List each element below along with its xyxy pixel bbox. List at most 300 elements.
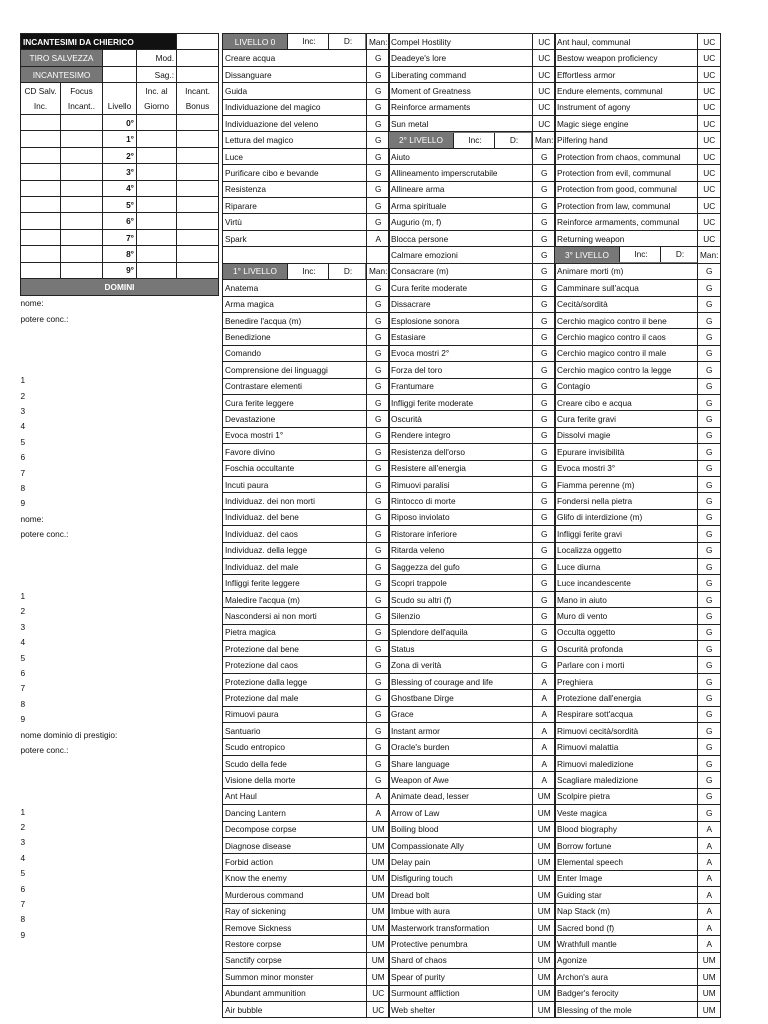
spell-row[interactable] — [555, 772, 721, 788]
spell-row[interactable] — [555, 739, 721, 755]
spell-name: Dancing Lantern — [223, 805, 367, 821]
spell-row[interactable] — [389, 411, 556, 427]
spell-row[interactable] — [223, 969, 390, 985]
focus-cell[interactable] — [61, 131, 103, 147]
spell-row[interactable] — [555, 542, 721, 558]
spell-row[interactable] — [555, 837, 721, 853]
domain-spell-field[interactable] — [61, 434, 219, 449]
domain-spell-field[interactable] — [61, 496, 219, 511]
spell-row[interactable] — [223, 575, 390, 591]
spell-row[interactable] — [223, 116, 390, 132]
domain-power-line-2[interactable] — [21, 342, 219, 357]
spell-row[interactable] — [223, 591, 390, 607]
spell-row[interactable] — [389, 821, 556, 837]
bonus-cell[interactable] — [177, 180, 219, 196]
spell-row[interactable] — [555, 493, 721, 509]
domain-name-label: nome: — [20, 298, 44, 309]
spell-row[interactable] — [555, 99, 721, 115]
cd-cell[interactable] — [21, 115, 61, 131]
spell-row[interactable] — [389, 280, 556, 296]
spell-row[interactable] — [389, 641, 556, 657]
domain-spell-field[interactable] — [61, 480, 219, 495]
domain-name-label-field[interactable] — [103, 295, 219, 311]
spell-row[interactable] — [223, 542, 390, 558]
domain-power-line-3[interactable] — [21, 573, 219, 588]
cd-cell[interactable] — [21, 131, 61, 147]
spell-row[interactable] — [389, 312, 556, 328]
spell-source-code: G — [367, 132, 390, 148]
spell-name: Sacred bond (f) — [555, 919, 698, 935]
spell-row[interactable] — [389, 591, 556, 607]
domain-power-label-field[interactable] — [103, 527, 219, 542]
spell-row[interactable] — [555, 116, 721, 132]
spell-row[interactable] — [555, 50, 721, 66]
spell-row[interactable] — [389, 903, 556, 919]
spell-row[interactable] — [389, 198, 556, 214]
spell-row[interactable] — [389, 165, 556, 181]
domain-power-line-2-row — [21, 342, 219, 357]
bonus-cell[interactable] — [177, 262, 219, 278]
domain-spell-field[interactable] — [61, 896, 219, 911]
focus-cell[interactable] — [61, 197, 103, 213]
spell-level-row — [21, 229, 219, 245]
spell-row[interactable] — [223, 821, 390, 837]
domain-spell-field[interactable] — [61, 681, 219, 696]
bonus-cell[interactable] — [177, 229, 219, 245]
spell-row[interactable] — [389, 805, 556, 821]
spell-row[interactable] — [223, 805, 390, 821]
per-day-cell[interactable] — [137, 213, 177, 229]
bonus-cell[interactable] — [177, 131, 219, 147]
spell-row[interactable] — [389, 66, 556, 82]
spell-row[interactable] — [389, 575, 556, 591]
spell-row[interactable] — [389, 460, 556, 476]
spell-row[interactable] — [389, 50, 556, 66]
spell-row[interactable] — [389, 394, 556, 410]
cd-cell[interactable] — [21, 229, 61, 245]
spell-row[interactable] — [389, 427, 556, 443]
spell-row[interactable] — [223, 706, 390, 722]
spell-name: Returning weapon — [555, 230, 698, 246]
spell-row[interactable] — [389, 378, 556, 394]
per-day-cell[interactable] — [137, 180, 177, 196]
spell-source-code: G — [533, 460, 556, 476]
spell-row[interactable] — [555, 509, 721, 525]
domain-power-label-row — [21, 742, 219, 757]
spell-row[interactable] — [555, 706, 721, 722]
d-label: D: — [660, 247, 697, 262]
spell-row[interactable] — [223, 427, 390, 443]
spell-row[interactable] — [223, 99, 390, 115]
spell-row[interactable] — [555, 887, 721, 903]
domain-power-line-1[interactable] — [21, 542, 219, 557]
spell-row[interactable] — [223, 280, 390, 296]
domain-power-line-1[interactable] — [21, 758, 219, 773]
focus-cell[interactable] — [61, 262, 103, 278]
spell-source-code: G — [533, 559, 556, 575]
spell-row[interactable] — [389, 739, 556, 755]
spell-row[interactable] — [223, 690, 390, 706]
spell-row[interactable] — [223, 673, 390, 689]
spell-row[interactable] — [389, 755, 556, 771]
spell-row[interactable] — [223, 985, 390, 1001]
per-day-cell[interactable] — [137, 147, 177, 163]
spell-row[interactable] — [223, 214, 390, 230]
spell-row[interactable] — [389, 919, 556, 935]
spell-name: Decompose corpse — [223, 821, 367, 837]
cd-cell[interactable] — [21, 197, 61, 213]
spell-row[interactable] — [223, 362, 390, 378]
spell-name: Protection from law, communal — [555, 198, 698, 214]
col-header-inc-giorno: Inc. al — [137, 83, 177, 99]
spell-name: Cura ferite leggere — [223, 394, 367, 410]
spell-row[interactable] — [555, 34, 721, 50]
spell-row[interactable] — [223, 50, 390, 66]
domain-level-number: 1 — [20, 806, 26, 817]
spell-row[interactable] — [555, 575, 721, 591]
mod-value[interactable] — [177, 50, 219, 66]
spell-row[interactable] — [389, 788, 556, 804]
spell-row[interactable] — [389, 444, 556, 460]
spell-row[interactable] — [389, 723, 556, 739]
bonus-cell[interactable] — [177, 213, 219, 229]
spell-row[interactable] — [389, 772, 556, 788]
spell-name: Riposo inviolato — [389, 509, 533, 525]
level-label: 5° — [103, 197, 137, 213]
domain-spell-field[interactable] — [61, 927, 219, 942]
spell-row[interactable] — [223, 312, 390, 328]
spell-row[interactable] — [389, 493, 556, 509]
spell-name: Rendere integro — [389, 427, 533, 443]
spell-row[interactable] — [555, 476, 721, 492]
spell-row[interactable] — [555, 919, 721, 935]
spell-row[interactable] — [555, 854, 721, 870]
domain-spell-field[interactable] — [61, 403, 219, 418]
domain-spell-field[interactable] — [61, 881, 219, 896]
bonus-cell[interactable] — [177, 197, 219, 213]
spell-row[interactable] — [223, 772, 390, 788]
spell-row[interactable] — [223, 870, 390, 886]
domain-spell-field[interactable] — [61, 588, 219, 603]
spell-row[interactable] — [555, 805, 721, 821]
spell-row[interactable] — [389, 247, 556, 263]
cd-cell[interactable] — [21, 180, 61, 196]
spell-row[interactable] — [555, 444, 721, 460]
domain-spell-field[interactable] — [61, 835, 219, 850]
spell-row[interactable] — [555, 755, 721, 771]
per-day-cell[interactable] — [137, 246, 177, 262]
spell-row[interactable] — [223, 378, 390, 394]
bonus-cell[interactable] — [177, 147, 219, 163]
spell-row[interactable] — [223, 526, 390, 542]
spell-row[interactable] — [389, 608, 556, 624]
domain-power-line-2[interactable] — [21, 773, 219, 788]
domain-power-line-1-row — [21, 758, 219, 773]
spell-row[interactable] — [555, 362, 721, 378]
spell-row[interactable] — [555, 83, 721, 99]
spell-row[interactable] — [555, 903, 721, 919]
spell-row[interactable] — [555, 690, 721, 706]
spell-row[interactable] — [389, 296, 556, 312]
spell-row[interactable] — [389, 116, 556, 132]
bonus-cell[interactable] — [177, 246, 219, 262]
spell-row[interactable] — [555, 66, 721, 82]
spell-row[interactable] — [223, 493, 390, 509]
spell-name: Devastazione — [223, 411, 367, 427]
spell-row[interactable] — [555, 969, 721, 985]
per-day-cell[interactable] — [137, 131, 177, 147]
spell-row[interactable] — [223, 755, 390, 771]
spell-row[interactable] — [223, 624, 390, 640]
bonus-cell[interactable] — [177, 115, 219, 131]
spell-row[interactable] — [389, 99, 556, 115]
spell-row[interactable] — [555, 345, 721, 361]
spell-row[interactable] — [389, 870, 556, 886]
spell-row[interactable] — [555, 263, 721, 279]
spell-row[interactable] — [389, 985, 556, 1001]
spell-row[interactable] — [389, 936, 556, 952]
domain-spell-field[interactable] — [61, 711, 219, 726]
per-day-cell[interactable] — [137, 115, 177, 131]
spell-row[interactable] — [223, 919, 390, 935]
spell-source-code: G — [698, 526, 721, 542]
spell-row[interactable] — [223, 198, 390, 214]
domain-level-number: 1 — [20, 590, 26, 601]
spell-row[interactable] — [389, 887, 556, 903]
focus-cell[interactable] — [61, 147, 103, 163]
spell-row[interactable] — [223, 66, 390, 82]
domain-spell-field[interactable] — [61, 850, 219, 865]
spell-row[interactable] — [555, 673, 721, 689]
spell-row[interactable] — [223, 1001, 390, 1017]
spell-name: Individuaz. dei non morti — [223, 493, 367, 509]
spell-row[interactable] — [223, 903, 390, 919]
spell-row[interactable] — [555, 608, 721, 624]
spell-row[interactable] — [223, 394, 390, 410]
spell-row[interactable] — [555, 329, 721, 345]
domain-spell-field[interactable] — [61, 619, 219, 634]
domain-spell-field[interactable] — [61, 419, 219, 434]
domain-name-label-field[interactable] — [103, 511, 219, 526]
spell-row[interactable] — [389, 148, 556, 164]
cd-cell[interactable] — [21, 164, 61, 180]
spell-row[interactable] — [555, 1001, 721, 1017]
domain-power-label-field[interactable] — [103, 311, 219, 326]
spell-row[interactable] — [223, 788, 390, 804]
tiro-salvezza-value[interactable] — [103, 50, 137, 66]
spell-row[interactable] — [223, 411, 390, 427]
domain-power-line-2[interactable] — [21, 557, 219, 572]
spell-row[interactable] — [555, 723, 721, 739]
spell-row[interactable] — [555, 591, 721, 607]
per-day-cell[interactable] — [137, 262, 177, 278]
spell-row[interactable] — [389, 34, 556, 50]
domain-spell-field[interactable] — [61, 450, 219, 465]
spell-row[interactable] — [555, 394, 721, 410]
spell-row[interactable] — [555, 641, 721, 657]
spell-source-code: A — [698, 887, 721, 903]
spell-row[interactable] — [389, 329, 556, 345]
spell-row[interactable] — [223, 247, 390, 263]
spell-column-3 — [554, 33, 721, 1018]
domain-spell-field[interactable] — [61, 696, 219, 711]
domain-spell-field[interactable] — [61, 866, 219, 881]
spell-row[interactable] — [389, 624, 556, 640]
spell-row[interactable] — [555, 296, 721, 312]
domain-power-line-1[interactable] — [21, 326, 219, 341]
incantesimo-value[interactable] — [103, 66, 137, 82]
spell-row[interactable] — [389, 230, 556, 246]
spell-row[interactable] — [555, 559, 721, 575]
spell-row[interactable] — [223, 165, 390, 181]
sag-value[interactable] — [177, 66, 219, 82]
spell-row[interactable] — [389, 362, 556, 378]
spell-row[interactable] — [223, 854, 390, 870]
spell-row[interactable] — [389, 952, 556, 968]
domain-power-label-field[interactable] — [103, 742, 219, 757]
spell-row[interactable] — [223, 952, 390, 968]
focus-cell[interactable] — [61, 115, 103, 131]
spell-row[interactable] — [555, 821, 721, 837]
spell-row[interactable] — [223, 83, 390, 99]
cd-cell[interactable] — [21, 246, 61, 262]
spell-row[interactable] — [389, 837, 556, 853]
spell-row[interactable] — [555, 230, 721, 246]
spell-row[interactable] — [223, 887, 390, 903]
spell-row[interactable] — [223, 641, 390, 657]
domain-spell-field[interactable] — [61, 650, 219, 665]
spell-row[interactable] — [555, 280, 721, 296]
spell-row[interactable] — [389, 673, 556, 689]
spell-row[interactable] — [223, 329, 390, 345]
spell-row[interactable] — [555, 132, 721, 148]
per-day-cell[interactable] — [137, 197, 177, 213]
spell-row[interactable] — [555, 952, 721, 968]
domain-power-line-3[interactable] — [21, 357, 219, 372]
domain-spell-field[interactable] — [61, 604, 219, 619]
spell-row[interactable] — [555, 788, 721, 804]
spell-row[interactable] — [389, 509, 556, 525]
spell-row[interactable] — [223, 132, 390, 148]
domain-spell-field[interactable] — [61, 912, 219, 927]
domain-spell-field[interactable] — [61, 373, 219, 388]
spell-name: Zona di verità — [389, 657, 533, 673]
spell-row[interactable] — [223, 837, 390, 853]
spell-row[interactable] — [555, 378, 721, 394]
spell-name: Rimuovi paura — [223, 706, 367, 722]
domain-spell-field[interactable] — [61, 819, 219, 834]
cd-cell[interactable] — [21, 262, 61, 278]
spell-row[interactable] — [555, 460, 721, 476]
spell-row[interactable] — [223, 181, 390, 197]
spell-row[interactable] — [555, 148, 721, 164]
spell-source-code: G — [533, 542, 556, 558]
spell-row[interactable] — [555, 411, 721, 427]
domain-power-line-3[interactable] — [21, 789, 219, 804]
spell-row[interactable] — [555, 624, 721, 640]
inc-label: Inc: — [453, 133, 494, 148]
spell-source-code: G — [367, 673, 390, 689]
cd-cell[interactable] — [21, 147, 61, 163]
spell-row[interactable] — [555, 526, 721, 542]
spell-source-code: G — [367, 608, 390, 624]
spell-row[interactable] — [223, 230, 390, 246]
spell-name: Weapon of Awe — [389, 772, 533, 788]
spell-row[interactable] — [223, 460, 390, 476]
spell-row[interactable] — [223, 657, 390, 673]
level-header-row — [389, 132, 556, 148]
spell-row[interactable] — [555, 198, 721, 214]
per-day-cell[interactable] — [137, 229, 177, 245]
spell-name: Compassionate Ally — [389, 837, 533, 853]
spell-row[interactable] — [555, 312, 721, 328]
spell-row[interactable] — [389, 706, 556, 722]
spell-row[interactable] — [389, 559, 556, 575]
spell-row[interactable] — [555, 657, 721, 673]
per-day-cell[interactable] — [137, 164, 177, 180]
spell-name: Imbue with aura — [389, 903, 533, 919]
domain-spell-field[interactable] — [61, 465, 219, 480]
spell-row[interactable] — [223, 608, 390, 624]
spell-row[interactable] — [555, 181, 721, 197]
spell-row[interactable] — [223, 936, 390, 952]
spell-row[interactable] — [223, 296, 390, 312]
spell-row[interactable] — [223, 148, 390, 164]
spell-row[interactable] — [223, 345, 390, 361]
spell-row[interactable] — [555, 214, 721, 230]
spell-row[interactable] — [389, 526, 556, 542]
spell-row[interactable] — [389, 345, 556, 361]
focus-cell[interactable] — [61, 180, 103, 196]
domain-level-number: 2 — [20, 390, 26, 401]
spell-row[interactable] — [555, 936, 721, 952]
spell-row[interactable] — [223, 509, 390, 525]
spell-row[interactable] — [555, 870, 721, 886]
domain-spell-field[interactable] — [61, 388, 219, 403]
cd-cell[interactable] — [21, 213, 61, 229]
focus-cell[interactable] — [61, 164, 103, 180]
spell-row[interactable] — [389, 690, 556, 706]
spell-row[interactable] — [389, 181, 556, 197]
spell-row[interactable] — [389, 214, 556, 230]
spell-row[interactable] — [389, 476, 556, 492]
domain-spell-field[interactable] — [61, 665, 219, 680]
spell-row[interactable] — [555, 165, 721, 181]
focus-cell[interactable] — [61, 229, 103, 245]
spell-row[interactable] — [389, 854, 556, 870]
focus-cell[interactable] — [61, 213, 103, 229]
spell-row[interactable] — [223, 723, 390, 739]
spell-row[interactable] — [389, 969, 556, 985]
domain-name-label-field[interactable] — [103, 727, 219, 742]
spell-row[interactable] — [389, 263, 556, 279]
spell-row[interactable] — [223, 476, 390, 492]
domain-spell-field[interactable] — [61, 634, 219, 649]
spell-row[interactable] — [389, 657, 556, 673]
spell-row[interactable] — [223, 559, 390, 575]
spell-row[interactable] — [223, 444, 390, 460]
bonus-cell[interactable] — [177, 164, 219, 180]
spell-row[interactable] — [389, 542, 556, 558]
spell-row[interactable] — [555, 427, 721, 443]
focus-cell[interactable] — [61, 246, 103, 262]
domain-spell-field[interactable] — [61, 804, 219, 819]
spell-row[interactable] — [223, 739, 390, 755]
spell-row[interactable] — [555, 985, 721, 1001]
spell-row[interactable] — [389, 83, 556, 99]
spell-source-code: G — [698, 575, 721, 591]
spell-row[interactable] — [389, 1001, 556, 1017]
